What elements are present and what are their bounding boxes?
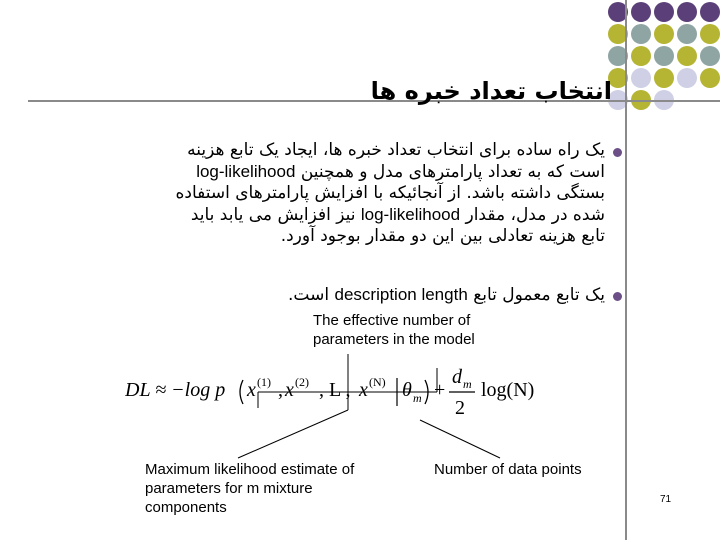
svg-text:x: x <box>247 379 256 401</box>
bullet-text-2: یک تابع معمول تابع description length است. <box>288 285 605 305</box>
bullet-icon <box>613 292 622 301</box>
svg-text:(2): (2) <box>295 375 309 389</box>
svg-text:,: , <box>278 379 283 401</box>
svg-text:, L ,: , L , <box>319 379 351 401</box>
decorative-dot <box>631 46 651 66</box>
svg-text:2: 2 <box>455 397 465 419</box>
decorative-dot <box>700 24 720 44</box>
bullet-1-line-5: تابع هزینه تعادلی بین این دو مقدار بوجود آورد. <box>280 226 605 246</box>
svg-text:log(N): log(N) <box>481 379 535 401</box>
decorative-dot-grid <box>600 0 720 110</box>
decorative-dot <box>654 2 674 22</box>
svg-text:+: + <box>434 379 446 401</box>
svg-text:θ: θ <box>402 379 412 401</box>
decorative-dot <box>654 46 674 66</box>
decorative-dot <box>654 68 674 88</box>
svg-text:m: m <box>463 377 472 391</box>
description-length-formula <box>125 358 545 422</box>
formula-lhs: DL ≈ −log p <box>125 379 226 401</box>
effective-params-label: The effective number of parameters in the model <box>313 312 475 348</box>
decorative-dot <box>654 24 674 44</box>
bullet-1-line-1: یک راه ساده برای انتخاب تعداد خبره ها، ایجاد یک تابع هزینه <box>187 140 605 160</box>
decorative-dot <box>700 2 720 22</box>
bullet-1-line-3: بستگی داشته باشد. از آنجائیکه با افزایش پارامترهای استفاده <box>175 183 605 203</box>
page-number: 71 <box>660 494 672 505</box>
decorative-dot <box>631 24 651 44</box>
decorative-dot <box>677 46 697 66</box>
decorative-dot <box>700 68 720 88</box>
decorative-dot <box>631 68 651 88</box>
vertical-rule <box>625 0 627 540</box>
svg-text:(N): (N) <box>369 375 386 389</box>
svg-text:(1): (1) <box>257 375 271 389</box>
decorative-dot <box>677 24 697 44</box>
decorative-dot <box>677 68 697 88</box>
bullet-1-line-2: است که به تعداد پارامترهای مدل و همچنین log-likelihood <box>196 162 605 182</box>
svg-text:x: x <box>285 379 294 401</box>
bullet-text-1 <box>40 140 605 247</box>
svg-text:x: x <box>359 379 368 401</box>
svg-text:d: d <box>452 366 462 388</box>
decorative-dot <box>677 2 697 22</box>
data-points-label: Number of data points <box>434 461 582 478</box>
slide-title: انتخاب تعداد خبره ها <box>370 77 612 105</box>
decorative-dot <box>700 46 720 66</box>
svg-text:m: m <box>413 391 422 405</box>
ml-estimate-label: Maximum likelihood estimate of parameters for m mixture components <box>145 461 355 516</box>
bullet-1-line-4: شده در مدل، مقدار log-likelihood نیز افزایش می یابد باید <box>190 205 605 225</box>
bullet-icon <box>613 148 622 157</box>
decorative-dot <box>631 2 651 22</box>
